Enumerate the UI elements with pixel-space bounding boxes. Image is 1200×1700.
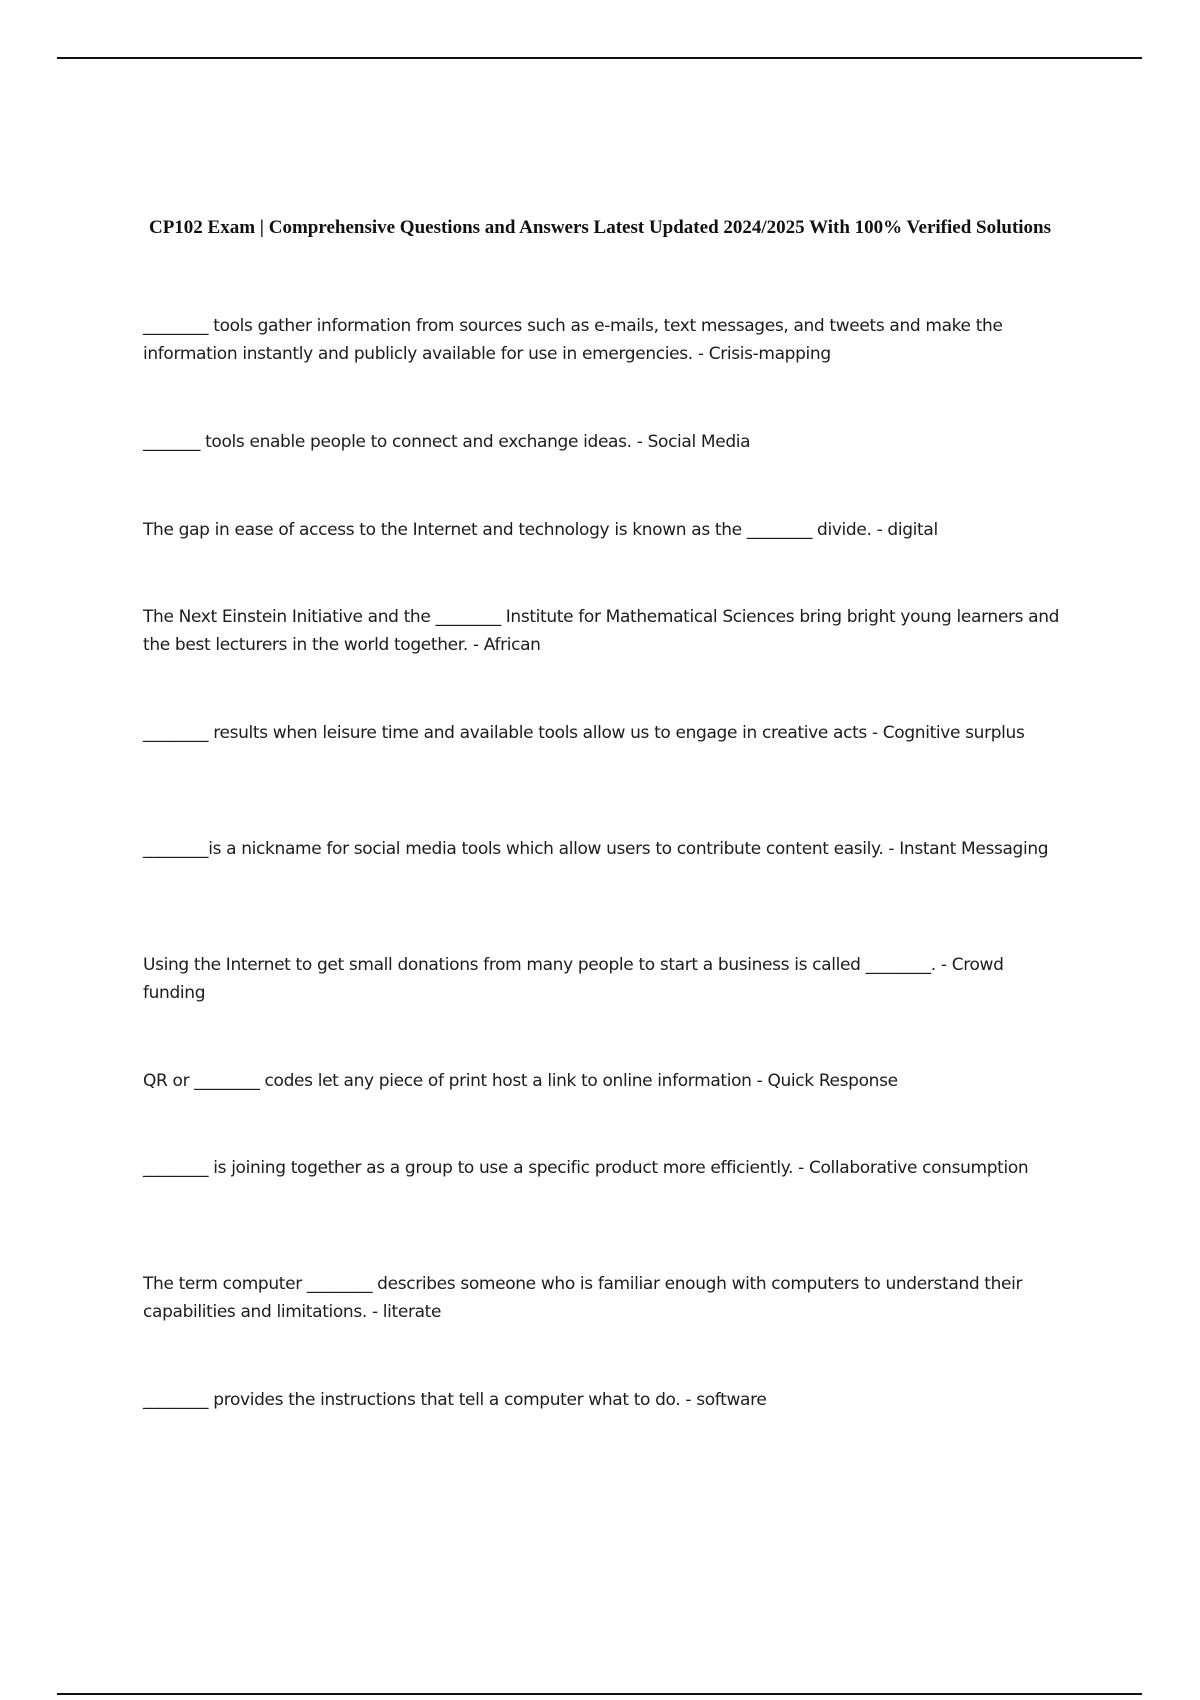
question-answer-item: ________ results when leisure time and available tools allow us to engage in creative acts - Cognitive surplus (143, 723, 1025, 743)
question-answer-item: The Next Einstein Initiative and the ________ Institute for Mathematical Sciences bring bright young learners and the best lecturers in the world together. - African (143, 607, 1060, 655)
question-answer-item: ________ tools gather information from sources such as e-mails, text messages, and tweets and make the information instantly and publicly available for use in emergencies. - Crisis-mapping (143, 316, 1003, 364)
question-answer-item: _______ tools enable people to connect and exchange ideas. - Social Media (143, 432, 751, 452)
question-answer-item: The term computer ________ describes someone who is familiar enough with computers to understand their capabilities and limitations. - literate (143, 1274, 1023, 1322)
question-answer-item: ________ provides the instructions that tell a computer what to do. - software (143, 1390, 767, 1410)
question-answer-item: ________is a nickname for social media tools which allow users to contribute content easily. - Instant Messaging (143, 839, 1049, 859)
question-answer-item: ________ is joining together as a group to use a specific product more efficiently. - Collaborative consumption (143, 1158, 1029, 1178)
question-answer-item: Using the Internet to get small donations from many people to start a business is called ________. - Crowd funding (143, 955, 1004, 1003)
top-divider (57, 57, 1142, 59)
bottom-divider (57, 1693, 1142, 1695)
document-title: CP102 Exam | Comprehensive Questions and Answers Latest Updated 2024/2025 With 100% Verified Solutions (148, 217, 1052, 238)
question-answer-item: QR or ________ codes let any piece of print host a link to online information - Quick Response (143, 1071, 898, 1091)
question-answer-item: The gap in ease of access to the Internet and technology is known as the ________ divide. - digital (143, 520, 938, 540)
